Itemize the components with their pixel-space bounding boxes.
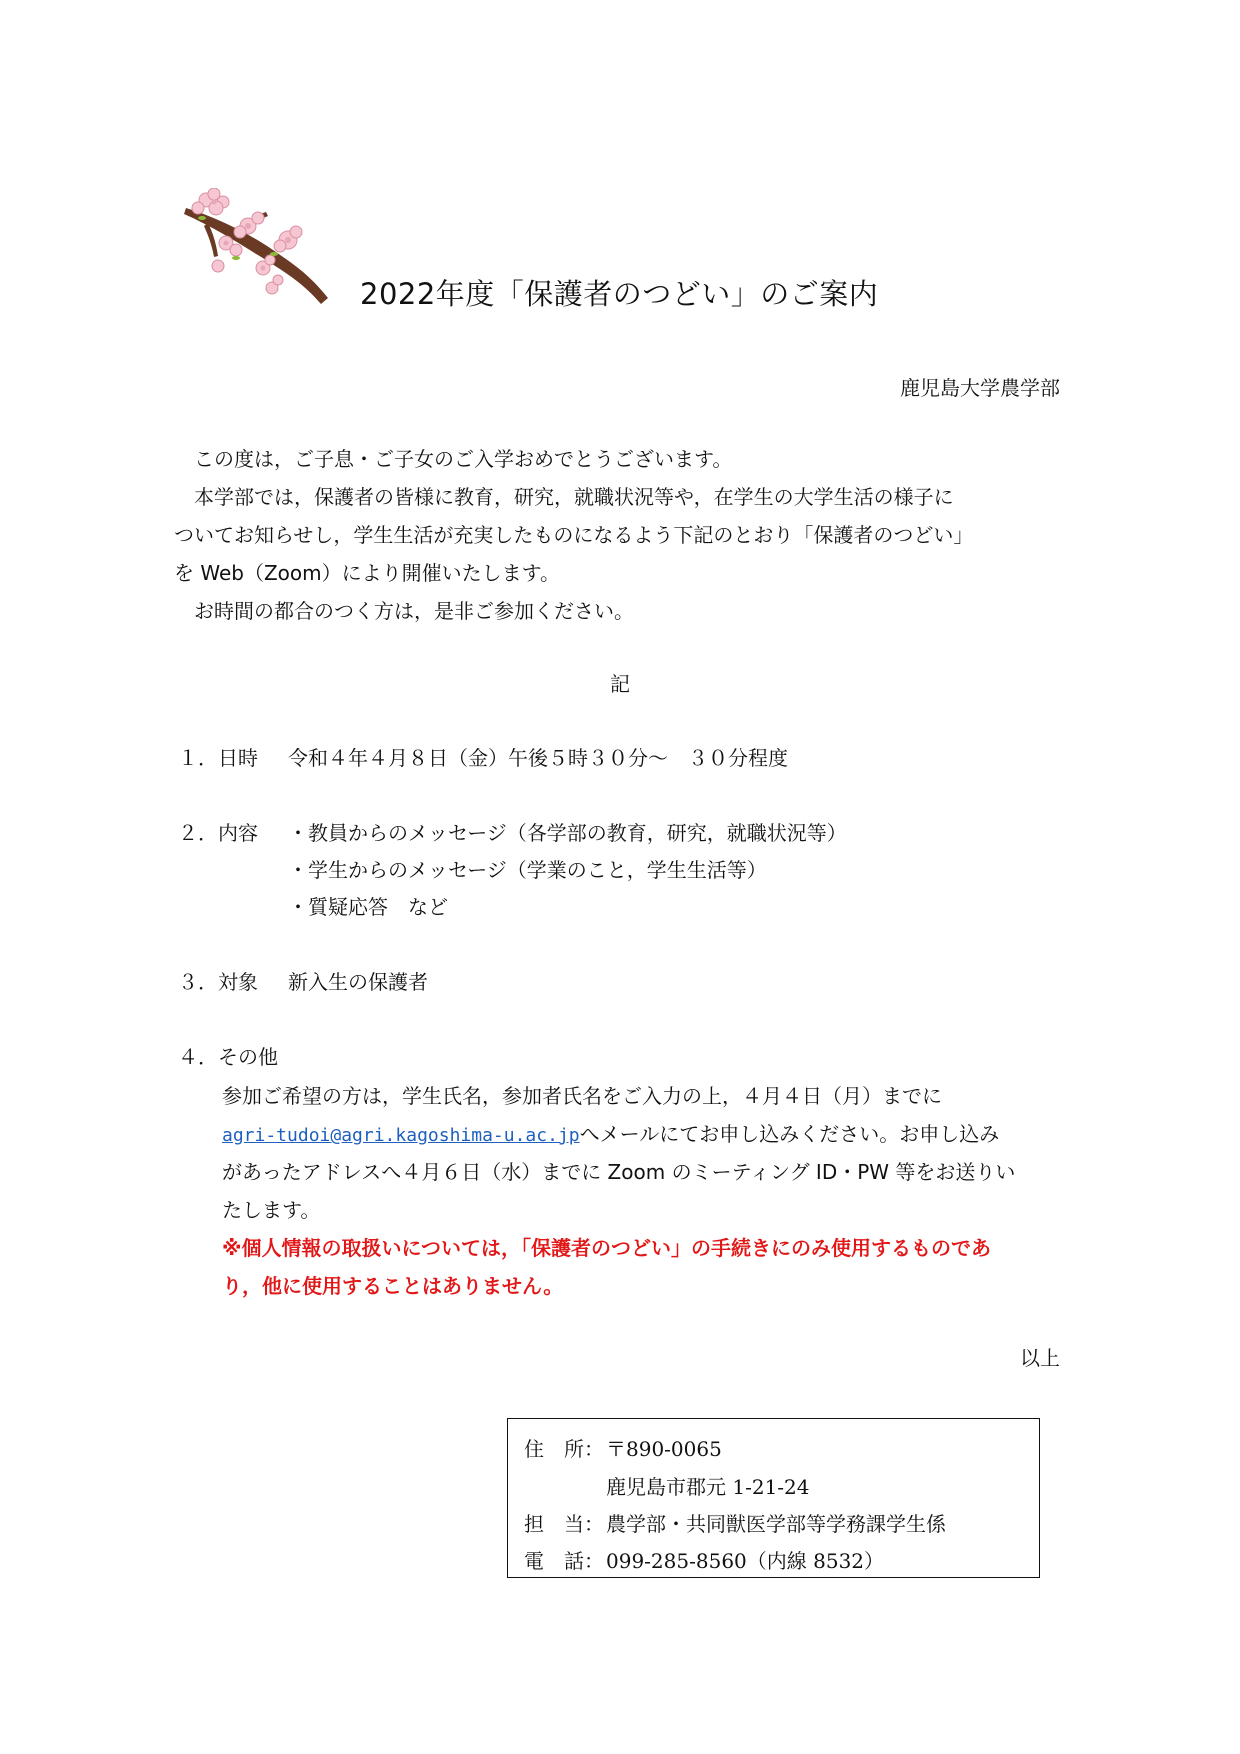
other-line: があったアドレスへ４月６日（水）までに Zoom のミーティング ID・PW 等をお送りい [222, 1160, 1016, 1184]
content-line: ・教員からのメッセージ（各学部の教育，研究，就職状況等） [288, 821, 847, 845]
item-datetime-value: 令和４年４月８日（金）午後５時３０分～ ３０分程度 [288, 746, 788, 770]
closing-text: 以上 [1020, 1346, 1060, 1370]
other-line: 参加ご希望の方は，学生氏名，参加者氏名をご入力の上，４月４日（月）までに [222, 1084, 942, 1108]
intro-line: を Web（Zoom）により開催いたします。 [174, 561, 561, 585]
other-line: たします。 [222, 1198, 321, 1222]
intro-line: この度は，ご子息・ご子女のご入学おめでとうございます。 [174, 447, 733, 471]
address-label: 住 所： [524, 1437, 604, 1461]
item-label: 内容 [218, 821, 258, 845]
intro-paragraph [174, 440, 1066, 630]
item-target [178, 966, 258, 995]
content-line: ・質疑応答 など [288, 895, 448, 919]
intro-line: 本学部では，保護者の皆様に教育，研究，就職状況等や，在学生の大学生活の様子に [174, 485, 954, 509]
item-other [178, 1041, 278, 1070]
phone-label: 電 話： [524, 1549, 604, 1573]
item-number: ４． [178, 1045, 218, 1069]
ki-heading: 記 [610, 672, 630, 696]
other-line: へメールにてお申し込みください。お申し込み [579, 1122, 1000, 1146]
item-datetime [178, 742, 258, 771]
contact-box [507, 1418, 1040, 1578]
item-label: その他 [218, 1045, 278, 1069]
privacy-notice: ※個人情報の取扱いについては，「保護者のつどい」の手続きにのみ使用するものであ [222, 1236, 992, 1260]
content-line: ・学生からのメッセージ（学業のこと，学生生活等） [288, 858, 767, 882]
phone-value: 099-285-8560（内線 8532） [606, 1549, 885, 1573]
organization-name: 鹿児島大学農学部 [900, 376, 1060, 400]
item-number: ３． [178, 970, 218, 994]
person-value: 農学部・共同獣医学部等学務課学生係 [606, 1512, 946, 1536]
intro-line: ついてお知らせし，学生生活が充実したものになるよう下記のとおり「保護者のつどい」 [174, 523, 974, 547]
privacy-notice: り，他に使用することはありません。 [222, 1274, 564, 1298]
item-target-value: 新入生の保護者 [288, 970, 428, 994]
address-zip: 〒890-0065 [606, 1437, 722, 1461]
item-number: １． [178, 746, 218, 770]
other-email-line [222, 1118, 999, 1147]
address-street: 鹿児島市郡元 1-21-24 [606, 1475, 810, 1499]
intro-line: お時間の都合のつく方は，是非ご参加ください。 [174, 599, 634, 623]
cherry-blossom-illustration [178, 188, 333, 310]
person-label: 担 当： [524, 1512, 604, 1536]
item-number: ２． [178, 821, 218, 845]
page-title: 2022年度「保護者のつどい」のご案内 [360, 277, 879, 311]
email-link[interactable]: agri-tudoi@agri.kagoshima-u.ac.jp [222, 1125, 580, 1146]
item-label: 日時 [218, 746, 258, 770]
item-label: 対象 [218, 970, 258, 994]
item-content [178, 817, 258, 846]
